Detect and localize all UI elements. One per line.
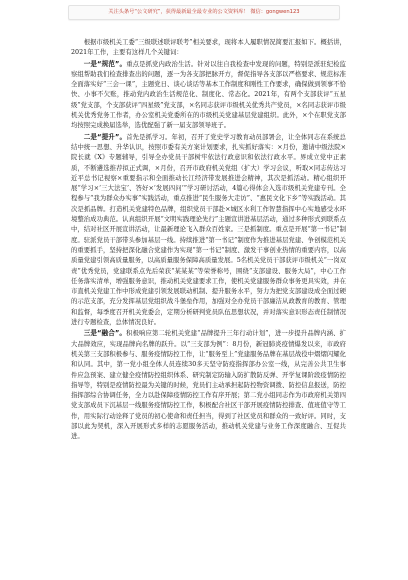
section-3-body: 积极响应第二轮机关党建“品牌提升三年行动计划”，进一步提升品牌内涵、扩大品牌效应，实现品牌向名牌的跃升。以“三支部为例”：8月份，新冠肺炎疫情爆发以来，市政府机关第三支部积极参与、服务疫情防控工作，让“服务至上”党建服务品牌在基层战役中熠熠闪耀化和认同。其中，第一党小组全体人员连续30多天坚守防疫指挥部办公室一线，从完善公共卫生事件应急预案、建立健全疫情防控组织体系、研究制定防输入防扩散防反弹、开学复课阶段疫情防控指导等，特别是疫情防控最为关键的时候，党员们主动承担起防控物资调拨、防控信息报送，防控指挥部综合协调任务，全力以赴保障疫情防控工作有序开展；第二党小组同志作为市政府机关第四党支部成员下沉基层一线服务疫情防控工作，积极配合社区干部开展疫情防控排查、值班值守等工作，用实际行动诠释了党员的初心使命和责任担当，得到了社区党员和群众的一致好评。同时，支部以此为契机，深入开展形式多样的志愿服务活动，推动机关党建与业务工作深度融合、互促共进。 [71, 330, 346, 441]
section-3-heading: 三是“融合”。 [83, 329, 127, 338]
section-1-heading: 一是“规范”。 [83, 59, 127, 68]
top-banner[interactable]: 关注头条号“公文研究”，获得最新最全最专业的公文资料库！ 微信：gongwen123 [68, 5, 340, 20]
section-1-body: 重点是抓党内政治生活。针对以往自我检查中发现的问题，特别是派驻纪检监察组帮助我们检查排查出的问题，逐一为各支部把脉开方，督促指导各支部以严格要求、规范标准全面落实好“三会一课”，主题党日、谈心谈话等基本工作制度和刚性工作要求，确保做到领事不恰快、小事不欠账，推动党内政治生活规范化、制度化、常态化。2021年，有两个支部获评“五星级”党支部，个支部获评“四星级”党支部，×名同志获评市级机关优秀共产党员，×名同志获评市级机关优秀党务工作者，办公室机关党委所在的市级机关党建基层党建组织。此外，×个在职党支部均按照完成换届选举，选优配强了新一届支部领导班子。 [71, 60, 347, 130]
section-2-body: 首先是抓学习。年初，召开了党史学习教育动员部署会，让全体同志在系统总结中统一思想、升华认识，按照市委有关方案计划要求，扎实抓好落实：×月份，邀请中级法院×院长就《X》专题辅导，引导全办党员干部树牢依法行政意识和依法行政水平。界成立党中正素质，不断遴选推荐拟正式调，×月份，召开市政府机关党组（扩大）学习会议，听取×同志传达习近平总书记视察×重要指示和全面推动长江经济带发展推进会精神，其次是抓活动。精心组织开展“学习×‘三大法宝’、答好×‘发展四问’”学习研讨活动，4篇心得体会入选市级机关党建专刊。全程参与“我为群众办实事”实践活动，重点推进“民生服务大走访”、“惠民文化下乡”等实践活动。其次是抓品牌。打造机关党建特色品牌，组织党员干部赴×城区水利工作智慧指挥中心实地感受水环境整治成功典范。认真组织开展“文明实践理论先行”主题宣讲进基层活动，通过多种形式到联系点中，结对社区开展宣讲活动，让最新理论飞入群众百姓家。三是抓制度。重点是开展“第一书记”制度。驻派党员干部带头参加基层一线。持续推进“第一书记”制度作为推进基层党建、争创模范机关的重要抓手，坚持把深化融合党建作为实现“第一书记”制度、激发干事创业热情的重要内容，以高质量党建引领高质量服务，以高质量服务保障高质量发展。5名机关党员干部获评市级机关“一岗双责”优秀党员，党建联系点先后荣获“某某某”等荣誉称号，围绕“支部建设、服务大局”，中心工作任务落实清单，增强服务意识，推动机关党建要求工作，使机关党建服务群众事务更具实效，并在市直机关党建工作中形成党建引领发展联动机制、提升服务水平，努力为把党支部建设成全面过硬的示范支部，充分发挥基层党组织战斗堡垒作用，加强对全办党员干部廉洁从政教育的教育、管理和监督，每季度召开机关党委会，定期分析研判党员队伍思想状况，并对落实意识形态责任制情况进行专题检查，总体情况良好。 [71, 133, 347, 327]
section-1-paragraph [71, 59, 346, 132]
document-body [71, 38, 346, 443]
section-2-paragraph [71, 132, 346, 329]
intro-paragraph: 根据市级机关工委“三级联述联评联考”相关要求，现将本人履职情况简要汇报如下。概括讲，2021年工作，主要有这样几个关键词： [71, 39, 346, 57]
section-3-paragraph [71, 328, 346, 442]
section-2-heading: 二是“提升”。 [83, 132, 127, 141]
